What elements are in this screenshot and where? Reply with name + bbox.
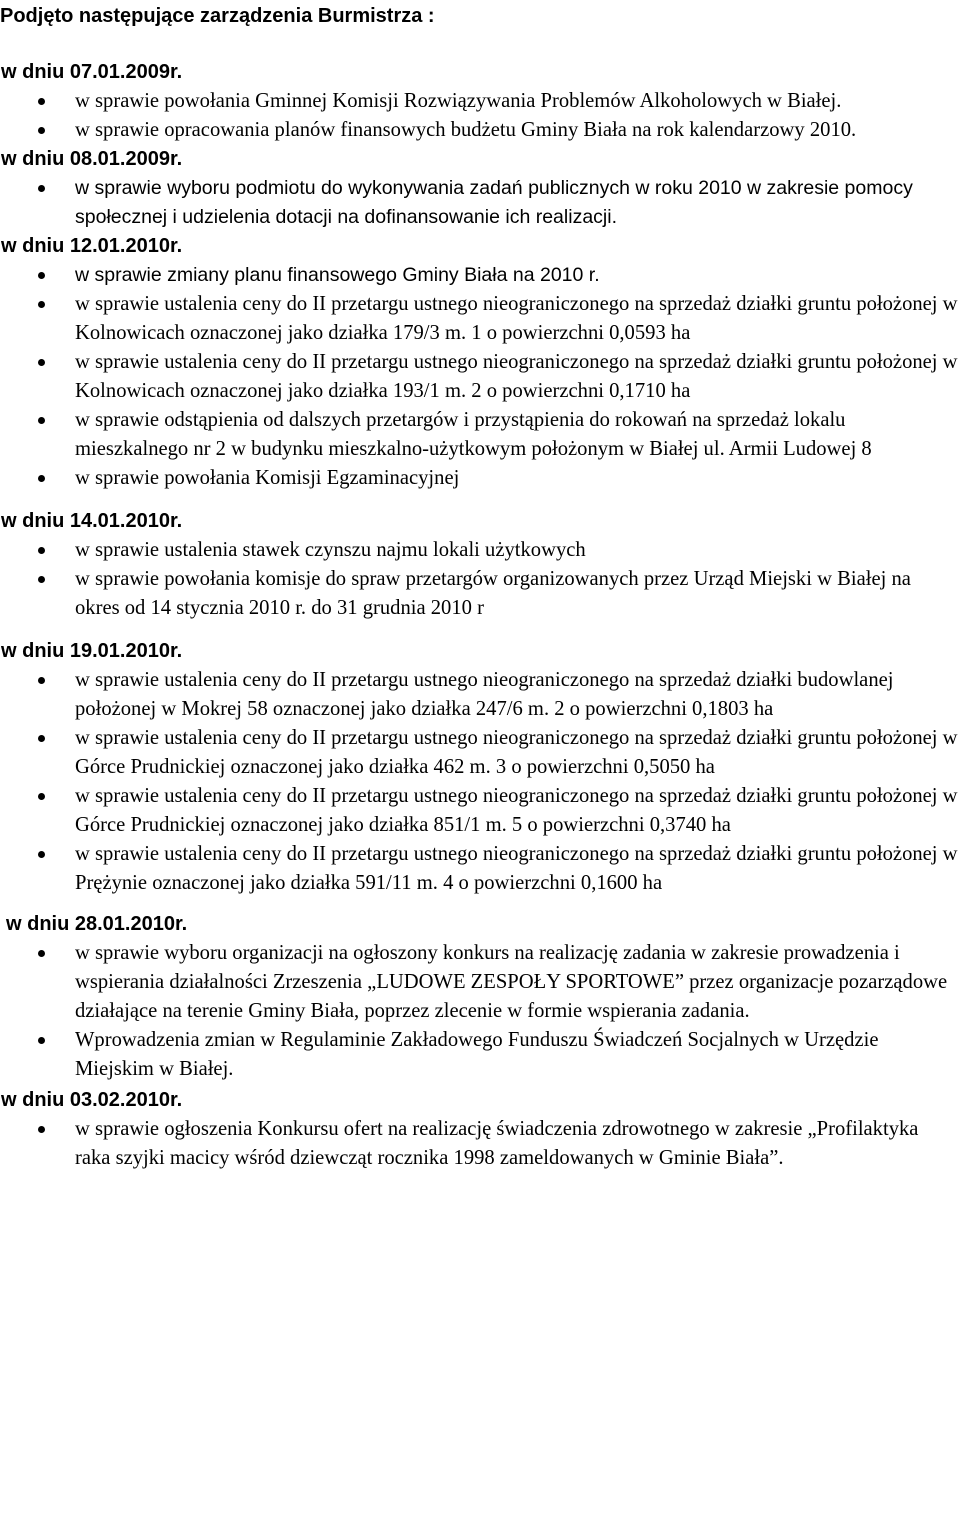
bullet-icon xyxy=(38,301,45,308)
bullet-icon xyxy=(38,127,45,134)
list-item-text: w sprawie opracowania planów finansowych budżetu Gminy Biała na rok kalendarzowy 2010. xyxy=(75,119,857,141)
date-group-07-01-2009 xyxy=(0,58,958,145)
bullet-list xyxy=(0,536,958,623)
bullet-icon xyxy=(38,547,45,554)
list-item xyxy=(0,116,958,145)
bullet-icon xyxy=(38,851,45,858)
bullet-icon xyxy=(38,950,45,957)
bullet-list xyxy=(0,939,958,1084)
list-item-text: Wprowadzenia zmian w Regulaminie Zakładowego Funduszu Świadczeń Socjalnych w Urzędzie Miejskim w Białej. xyxy=(75,1029,879,1080)
date-heading: w dniu 28.01.2010r. xyxy=(6,913,188,935)
list-item-text: w sprawie ustalenia ceny do II przetargu ustnego nieograniczonego na sprzedaż działki gruntu położonej w Kolnowicach oznaczonej jako działka 193/1 m. 2 o powierzchni 0,1710 ha xyxy=(75,351,958,402)
bullet-icon xyxy=(38,272,45,279)
date-group-12-01-2010 xyxy=(0,232,958,493)
list-item-text: w sprawie ustalenia ceny do II przetargu ustnego nieograniczonego na sprzedaż działki budowlanej położonej w Mokrej 58 oznaczonej jako działka 247/6 m. 2 o powierzchni 0,1803 ha xyxy=(75,669,894,720)
list-item xyxy=(0,348,958,406)
date-group-03-02-2010 xyxy=(0,1086,958,1173)
list-item-text: w sprawie powołania komisje do spraw przetargów organizowanych przez Urząd Miejski w Białej na okres od 14 stycznia 2010 r. do 31 grudnia 2010 r xyxy=(75,568,911,619)
list-item xyxy=(0,536,958,565)
list-item-text: w sprawie ogłoszenia Konkursu ofert na realizację świadczenia zdrowotnego w zakresie „Profilaktyka raka szyjki macicy wśród dziewcząt rocznika 1998 zameldowanych w Gminie Biała”. xyxy=(75,1118,919,1169)
bullet-list xyxy=(0,87,958,145)
bullet-icon xyxy=(38,576,45,583)
list-item xyxy=(0,1115,958,1173)
bullet-icon xyxy=(38,677,45,684)
list-item-text: w sprawie ustalenia ceny do II przetargu ustnego nieograniczonego na sprzedaż działki gruntu położonej w Górce Prudnickiej oznaczonej jako działka 462 m. 3 o powierzchni 0,5050 ha xyxy=(75,727,958,778)
list-item xyxy=(0,1026,958,1084)
bullet-list xyxy=(0,174,958,232)
list-item xyxy=(0,840,958,898)
list-item-text: w sprawie wyboru organizacji na ogłoszony konkurs na realizację zadania w zakresie prowadzenia i wspierania działalności Zrzeszenia „LUDOWE ZESPOŁY SPORTOWE” przez organizacje pozarządowe działające na terenie Gminy Biała, poprzez zlecenie w formie wspierania zadania. xyxy=(75,942,948,1022)
date-group-08-01-2009 xyxy=(0,145,958,232)
bullet-icon xyxy=(38,359,45,366)
list-item-text: w sprawie ustalenia stawek czynszu najmu lokali użytkowych xyxy=(75,539,586,561)
list-item xyxy=(0,565,958,623)
bullet-icon xyxy=(38,1037,45,1044)
bullet-icon xyxy=(38,417,45,424)
date-heading: w dniu 14.01.2010r. xyxy=(1,510,183,532)
bullet-icon xyxy=(38,793,45,800)
list-item-text: w sprawie powołania Gminnej Komisji Rozwiązywania Problemów Alkoholowych w Białej. xyxy=(75,90,842,112)
date-group-28-01-2010 xyxy=(0,910,958,1084)
date-heading: w dniu 08.01.2009r. xyxy=(1,148,183,170)
list-item xyxy=(0,174,958,232)
list-item-text: w sprawie wyboru podmiotu do wykonywania zadań publicznych w roku 2010 w zakresie pomocy społecznej i udzielenia dotacji na dofinansowanie ich realizacji. xyxy=(75,177,913,228)
list-item xyxy=(0,666,958,724)
list-item xyxy=(0,939,958,1026)
list-item xyxy=(0,724,958,782)
bullet-list xyxy=(0,666,958,898)
list-item xyxy=(0,782,958,840)
date-heading: w dniu 03.02.2010r. xyxy=(1,1089,183,1111)
bullet-icon xyxy=(38,185,45,192)
list-item-text: w sprawie odstąpienia od dalszych przetargów i przystąpienia do rokowań na sprzedaż lokalu mieszkalnego nr 2 w budynku mieszkalno-użytkowym położonym w Białej ul. Armii Ludowej 8 xyxy=(75,409,872,460)
bullet-list xyxy=(0,1115,958,1173)
date-heading: w dniu 12.01.2010r. xyxy=(1,235,183,257)
date-group-14-01-2010 xyxy=(0,507,958,623)
date-group-19-01-2010 xyxy=(0,637,958,898)
list-item-text: w sprawie ustalenia ceny do II przetargu ustnego nieograniczonego na sprzedaż działki gruntu położonej w Kolnowicach oznaczonej jako działka 179/3 m. 1 o powierzchni 0,0593 ha xyxy=(75,293,958,344)
list-item-text: w sprawie zmiany planu finansowego Gminy Biała na 2010 r. xyxy=(75,264,600,286)
bullet-icon xyxy=(38,98,45,105)
list-item-text: w sprawie powołania Komisji Egzaminacyjnej xyxy=(75,467,460,489)
bullet-icon xyxy=(38,475,45,482)
list-item-text: w sprawie ustalenia ceny do II przetargu ustnego nieograniczonego na sprzedaż działki gruntu położonej w Prężynie oznaczonej jako działka 591/11 m. 4 o powierzchni 0,1600 ha xyxy=(75,843,958,894)
bullet-icon xyxy=(38,1126,45,1133)
list-item xyxy=(0,290,958,348)
bullet-list xyxy=(0,261,958,493)
date-heading: w dniu 19.01.2010r. xyxy=(1,640,183,662)
list-item xyxy=(0,261,958,290)
page-title: Podjęto następujące zarządzenia Burmistrza : xyxy=(0,5,435,27)
document-body xyxy=(0,58,958,1173)
list-item-text: w sprawie ustalenia ceny do II przetargu ustnego nieograniczonego na sprzedaż działki gruntu położonej w Górce Prudnickiej oznaczonej jako działka 851/1 m. 5 o powierzchni 0,3740 ha xyxy=(75,785,958,836)
list-item xyxy=(0,464,958,493)
list-item xyxy=(0,87,958,116)
date-heading: w dniu 07.01.2009r. xyxy=(1,61,183,83)
bullet-icon xyxy=(38,735,45,742)
list-item xyxy=(0,406,958,464)
